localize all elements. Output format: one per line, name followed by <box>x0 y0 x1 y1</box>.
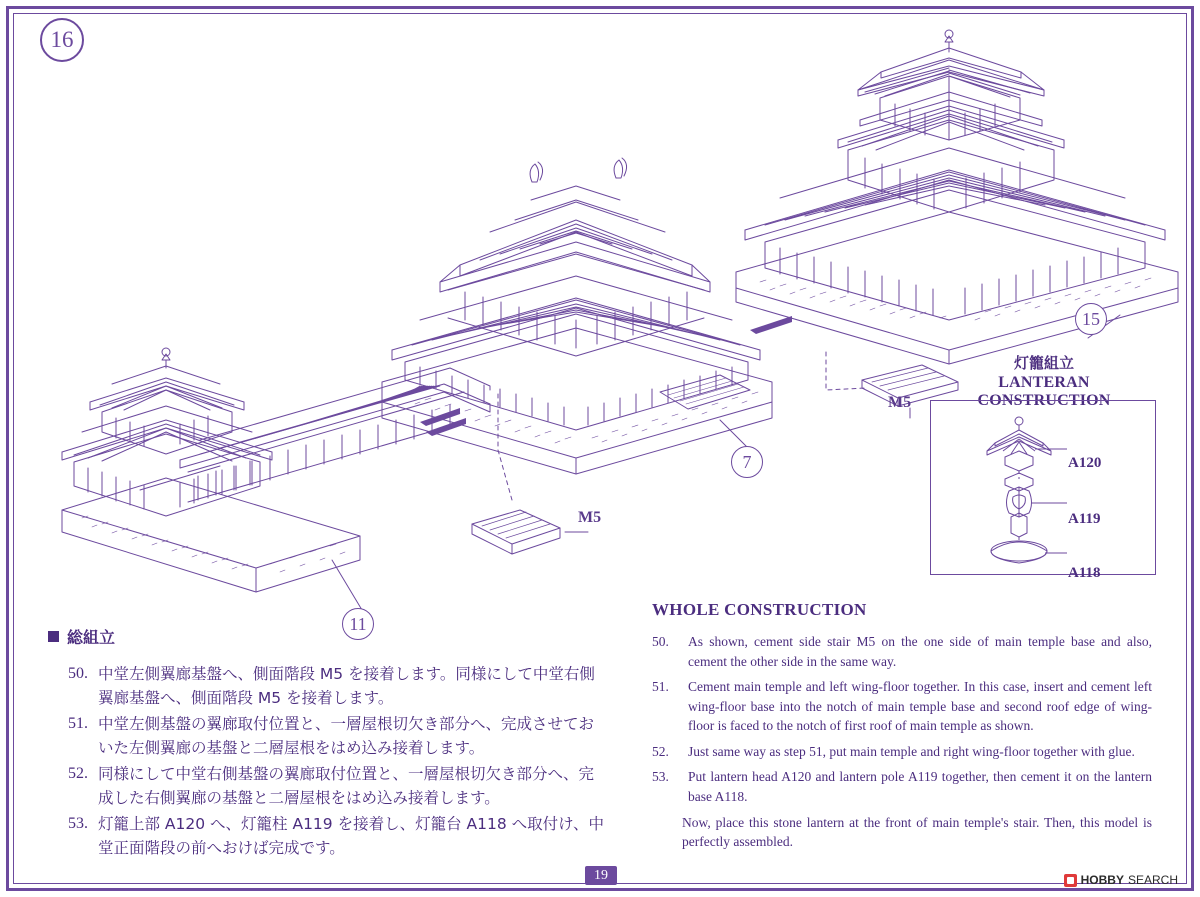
lantern-diagram-box <box>930 400 1156 575</box>
lantern-construction-panel <box>930 352 1158 617</box>
lantern-title-japanese: 灯籠組立 <box>1013 354 1074 372</box>
watermark-text-secondary: SEARCH <box>1127 873 1178 887</box>
hobby-search-logo-icon <box>1064 874 1077 887</box>
japanese-instruction-item <box>48 812 608 860</box>
english-instruction-item <box>652 632 1152 671</box>
english-instruction-item <box>652 677 1152 736</box>
lantern-title-english: LANTERAN CONSTRUCTION <box>977 374 1111 409</box>
japanese-instructions <box>48 625 608 862</box>
japanese-item-text: 同様にして中堂右側基盤の翼廊取付位置と、一層屋根切欠き部分へ、完成した右側翼廊の基盤と二層屋根をはめ込み接着します。 <box>98 765 595 808</box>
callout-15: 15 <box>1075 303 1107 335</box>
japanese-instruction-item <box>48 662 608 710</box>
english-item-text: Put lantern head A120 and lantern pole A119 together, then cement it on the lantern base A118. <box>688 769 1152 804</box>
callout-11: 11 <box>342 608 374 640</box>
part-label-m5-right: M5 <box>888 394 912 411</box>
callout-7: 7 <box>731 446 763 478</box>
japanese-item-text: 灯籠上部 A120 へ、灯籠柱 A119 を接着し、灯籠台 A118 へ取付け、中堂正面階段の前へおけば完成です。 <box>98 815 605 858</box>
english-instruction-item <box>652 742 1152 762</box>
japanese-item-number: 50. <box>68 665 88 682</box>
step-number-badge: 16 <box>40 18 84 62</box>
english-item-text: As shown, cement side stair M5 on the one side of main temple base and also, cement the other side in the same way. <box>688 634 1152 669</box>
bullet-square-icon <box>48 631 59 642</box>
english-instruction-item <box>652 767 1152 806</box>
english-item-number: 52. <box>652 743 669 759</box>
part-label-m5-left: M5 <box>578 509 602 526</box>
english-section-heading: WHOLE CONSTRUCTION <box>652 600 867 619</box>
page-number-badge: 19 <box>585 866 617 885</box>
english-item-number: 53. <box>652 769 669 785</box>
japanese-item-number: 53. <box>68 815 88 833</box>
japanese-item-text: 中堂左側基盤の翼廊取付位置と、一層屋根切欠き部分へ、完成させておいた左側翼廊の基盤と二層屋根をはめ込み接着します。 <box>98 715 595 758</box>
japanese-heading-text: 総組立 <box>67 628 116 647</box>
english-item-text: Just same way as step 51, put main temple and right wing-floor together with glue. <box>688 743 1135 759</box>
japanese-item-number: 51. <box>68 715 88 733</box>
english-item-text: Cement main temple and left wing-floor together. In this case, insert and cement left wing-floor base into the notch of main temple base and second roof edge of wing-floor is faced to the notch of first roof of main temple as shown. <box>688 679 1152 734</box>
english-item-number: 50. <box>652 634 669 649</box>
japanese-item-number: 52. <box>68 765 88 783</box>
lantern-diagram <box>931 401 1155 573</box>
english-item-number: 51. <box>652 679 669 695</box>
lantern-part-label-a119: A119 <box>1068 511 1101 527</box>
japanese-instruction-item <box>48 762 608 810</box>
japanese-item-text: 中堂左側翼廊基盤へ、側面階段 M5 を接着します。同様にして中堂右側翼廊基盤へ、側面階段 M5 を接着します。 <box>98 665 595 708</box>
japanese-section-heading <box>48 625 608 648</box>
japanese-instruction-item <box>48 712 608 760</box>
english-closing-text: Now, place this stone lantern at the front of main temple's stair. Then, this model is perfectly assembled. <box>682 814 1152 850</box>
lantern-part-label-a118: A118 <box>1068 565 1101 581</box>
lantern-part-label-a120: A120 <box>1068 455 1102 471</box>
hobby-search-watermark <box>1064 873 1178 887</box>
watermark-text-primary: HOBBY <box>1080 873 1124 887</box>
english-instructions <box>652 600 1152 852</box>
